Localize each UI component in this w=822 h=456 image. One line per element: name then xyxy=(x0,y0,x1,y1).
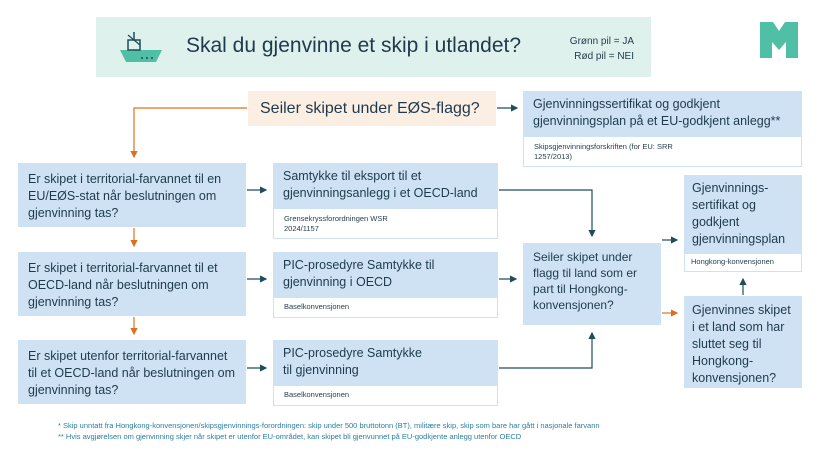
middle-box-2-source: Baselkonvensjonen xyxy=(284,302,350,311)
footnote-1: * Skip unntatt fra Hongkong-konvensjonen/skipsgjenvinnings-forordningen: skip under 500 bruttotonn (BT), militære skip, skip som bare har gått i nasjonale farvann xyxy=(58,421,600,430)
page-title: Skal du gjenvinne et skip i utlandet? xyxy=(186,34,522,57)
middle-box-1-title: Samtykke til eksport til et gjenvinningsanlegg i et OECD-land xyxy=(283,169,478,200)
eu-source-text: Skipsgjenvinningsforskriften (for EU: SRR 1257/2013) xyxy=(534,142,673,161)
question-oecd-territorial: Er skipet i territorial-farvannet til et OECD-land når beslutningen om gjenvinning tas? xyxy=(18,252,246,316)
question-outside-oecd: Er skipet utenfor territorial-farvannet til et OECD-land når beslutningen om gjenvinning tas? xyxy=(18,340,246,404)
middle-box-1-source: Grensekryssforordningen WSR 2024/1157 xyxy=(284,214,388,233)
arrow-no-eos xyxy=(134,108,247,157)
question-hk-flag: Seiler skipet under flagg til land som er part til Hongkong-konvensjonen? xyxy=(523,243,661,325)
question-eu-territorial: Er skipet i territorial-farvannet til en EU/EØS-stat når beslutningen om gjenvinning tas? xyxy=(18,163,246,227)
footnote-2: ** Hvis avgjørelsen om gjenvinning skjer når skipet er utenfor EU-området, kan skipet bli gjenvunnet på EU-godkjente anlegg utenfor OECD xyxy=(58,432,522,441)
hk-result-title: Gjenvinnings-sertifikat og godkjent gjenvinningsplan xyxy=(692,181,786,246)
middle-box-2-title: PIC-prosedyre Samtykke til gjenvinning i OECD xyxy=(283,258,435,289)
hk-result-source: Hongkong-konvensjonen xyxy=(691,257,774,266)
arrow-mid-3 xyxy=(499,333,592,368)
eu-result-text: Gjenvinningssertifikat og godkjent gjenvinningsplan på et EU-godkjent anlegg** xyxy=(533,97,781,128)
middle-box-3-source: Baselkonvensjonen xyxy=(284,390,350,399)
question-hk-country: Gjenvinnes skipet i et land som har sluttet seg til Hongkong-konvensjonen? xyxy=(684,296,802,388)
middle-box-3-title: PIC-prosedyre Samtykke til gjenvinning xyxy=(283,346,422,377)
legend-red: Rød pil = NEI xyxy=(574,51,634,62)
legend-green: Grønn pil = JA xyxy=(569,36,634,47)
question-eos-flag: Seiler skipet under EØS-flagg? xyxy=(248,91,496,126)
arrow-mid-1 xyxy=(499,190,592,236)
